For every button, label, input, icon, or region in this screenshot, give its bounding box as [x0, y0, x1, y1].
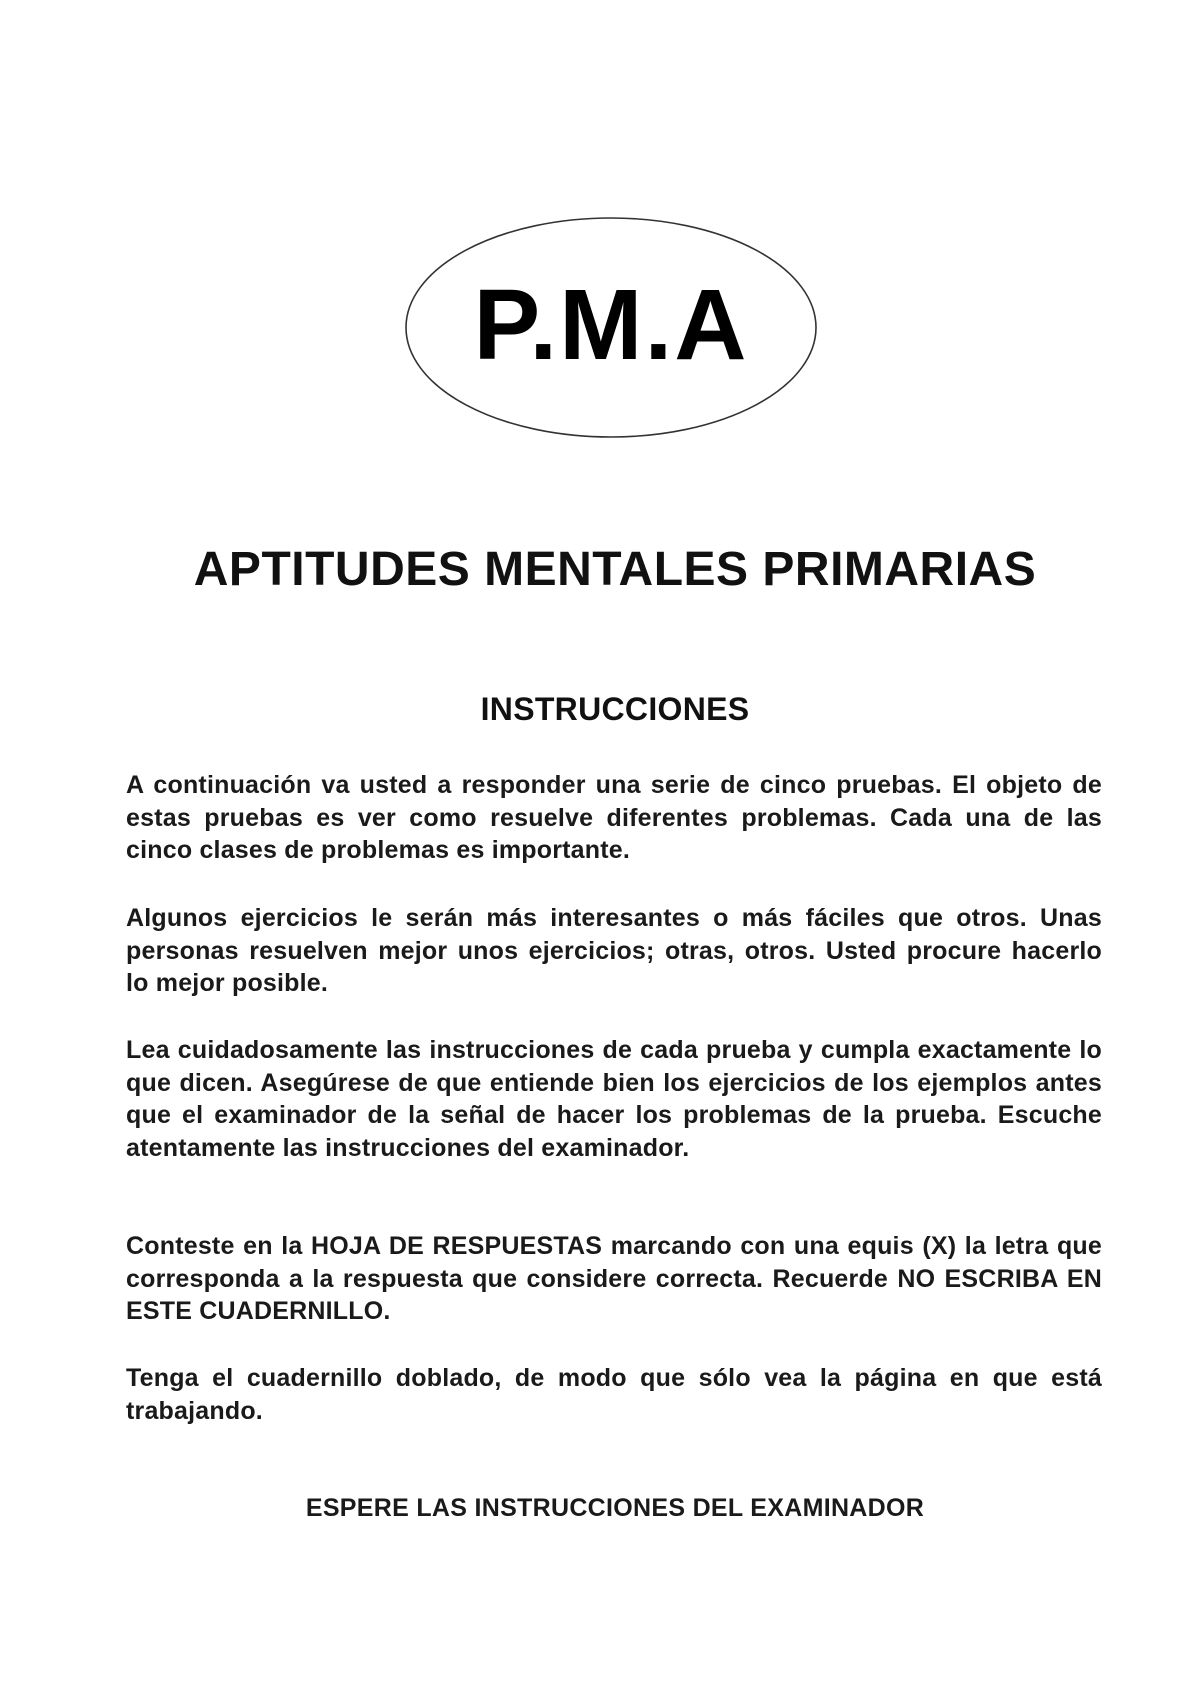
instruction-paragraph-2: Algunos ejercicios le serán más interesantes o más fáciles que otros. Unas personas resuelven mejor unos ejercicios; otras, otros. Usted procure hacerlo lo mejor posible. — [126, 904, 1102, 997]
document-title: APTITUDES MENTALES PRIMARIAS — [193, 543, 1037, 596]
instructions-heading: INSTRUCCIONES — [480, 691, 750, 727]
instruction-paragraph-5: Tenga el cuadernillo doblado, de modo que sólo vea la página en que está trabajando. — [126, 1364, 1102, 1425]
logo-text: P.M.A — [473, 268, 749, 381]
pma-logo — [404, 216, 818, 439]
instruction-paragraph-3: Lea cuidadosamente las instrucciones de cada prueba y cumpla exactamente lo que dicen. Asegúrese de que entiende bien los ejercicios de los ejemplos antes que el examinador de la señal de hacer los problemas de la prueba. Escuche atentamente las instrucciones del examinador. — [126, 1036, 1102, 1162]
wait-for-examiner-note: ESPERE LAS INSTRUCCIONES DEL EXAMINADOR — [305, 1494, 925, 1522]
instruction-paragraph-4: Conteste en la HOJA DE RESPUESTAS marcando con una equis (X) la letra que corresponda a la respuesta que considere correcta. Recuerde NO ESCRIBA EN ESTE CUADERNILLO. — [126, 1232, 1102, 1325]
instruction-paragraph-1: A continuación va usted a responder una serie de cinco pruebas. El objeto de estas pruebas es ver como resuelve diferentes problemas. Cada una de las cinco clases de problemas es importante. — [126, 771, 1102, 864]
